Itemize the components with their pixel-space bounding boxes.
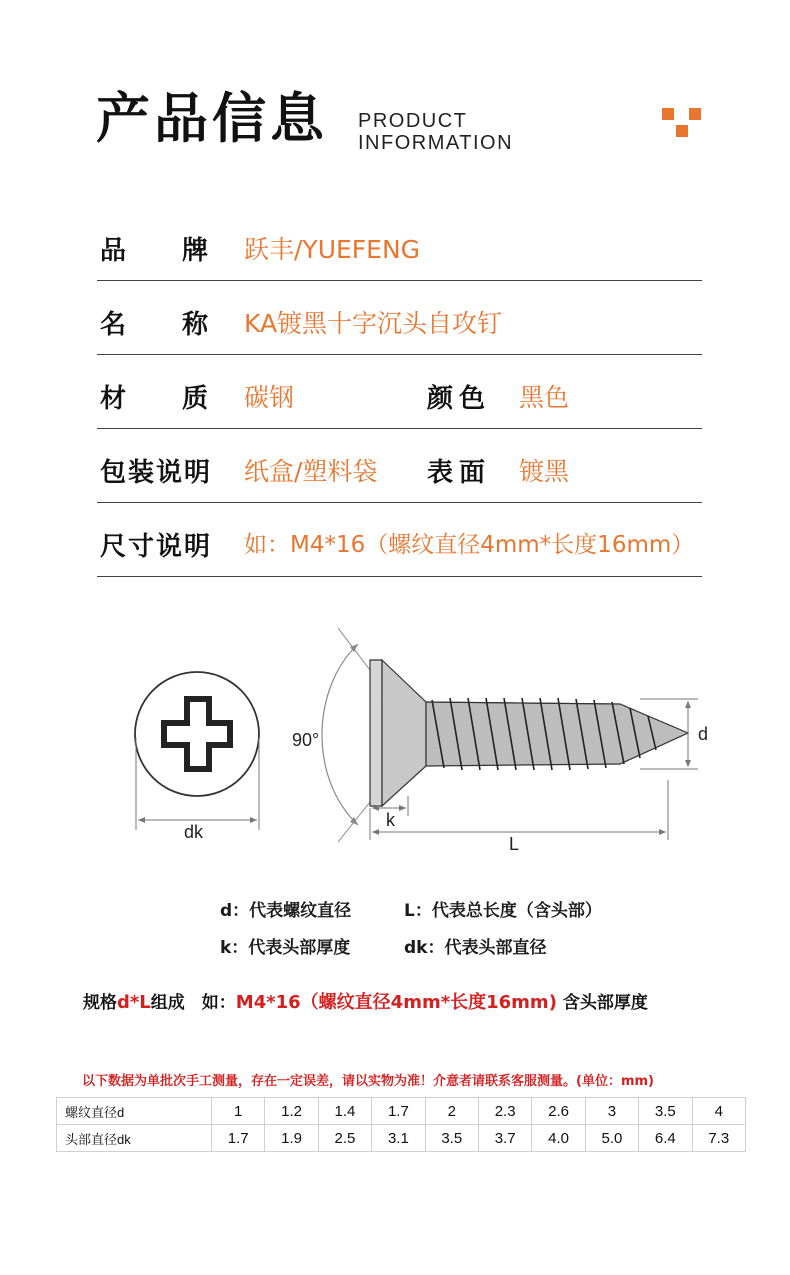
row-header-thread-diameter: 螺纹直径d xyxy=(57,1098,212,1125)
surface-value: 镀黑 xyxy=(519,457,570,486)
table-cell: 4.0 xyxy=(532,1125,585,1152)
info-row-material xyxy=(97,354,702,429)
material-label-char-1: 材 xyxy=(100,384,127,414)
table-cell: 3.5 xyxy=(425,1125,478,1152)
table-cell: 1.2 xyxy=(265,1098,318,1125)
page-subtitle xyxy=(358,110,513,154)
info-row-brand xyxy=(97,206,702,281)
table-cell: 2.3 xyxy=(478,1098,531,1125)
brand-label-char-2: 牌 xyxy=(181,236,208,266)
table-cell: 1.4 xyxy=(318,1098,371,1125)
table-cell: 3.1 xyxy=(372,1125,425,1152)
k-dimension-label: k xyxy=(386,810,395,830)
legend-l: L：代表总长度（含头部） xyxy=(404,901,602,921)
packaging-value: 纸盒/塑料袋 xyxy=(244,457,378,486)
packaging-label: 包装说明 xyxy=(100,458,213,488)
table-cell: 2 xyxy=(425,1098,478,1125)
table-cell: 1.7 xyxy=(372,1098,425,1125)
page-title: 产品信息 xyxy=(96,87,328,150)
spec-line xyxy=(83,988,648,1014)
spec-example: M4*16（螺纹直径4mm*长度16mm) xyxy=(235,992,557,1013)
material-value: 碳钢 xyxy=(244,383,295,412)
name-value: KA镀黑十字沉头自攻钉 xyxy=(244,309,503,338)
color-label: 颜色 xyxy=(427,384,492,414)
table-cell: 1.9 xyxy=(265,1125,318,1152)
table-cell: 3 xyxy=(585,1098,638,1125)
table-cell: 1 xyxy=(212,1098,265,1125)
subtitle-line-2: INFORMATION xyxy=(358,132,514,154)
brand-logo-icon xyxy=(662,108,704,142)
legend-d: d：代表螺纹直径 xyxy=(220,901,352,921)
screw-side-view xyxy=(370,660,688,806)
info-row-size xyxy=(97,502,702,577)
l-dimension-label: L xyxy=(509,834,520,854)
brand-value: 跃丰/YUEFENG xyxy=(244,235,421,264)
size-label: 尺寸说明 xyxy=(100,532,213,562)
table-cell: 4 xyxy=(692,1098,745,1125)
brand-label-char-1: 品 xyxy=(100,236,127,266)
spec-prefix: 规格 xyxy=(83,993,117,1013)
spec-mid: 组成 如： xyxy=(150,993,236,1013)
table-cell: 5.0 xyxy=(585,1125,638,1152)
screw-diagram xyxy=(120,620,720,870)
screw-head-top-view xyxy=(135,672,259,830)
table-cell: 3.5 xyxy=(639,1098,692,1125)
table-cell: 1.7 xyxy=(212,1125,265,1152)
spec-formula: d*L xyxy=(117,992,151,1013)
table-cell: 6.4 xyxy=(639,1125,692,1152)
angle-label: 90° xyxy=(292,730,320,750)
d-dimension-label: d xyxy=(698,724,709,744)
material-label xyxy=(100,378,208,415)
name-label-char-1: 名 xyxy=(100,310,127,340)
table-cell: 2.6 xyxy=(532,1098,585,1125)
info-row-name xyxy=(97,280,702,355)
surface-label: 表面 xyxy=(427,458,492,488)
legend-dk: dk：代表头部直径 xyxy=(404,938,547,958)
table-row xyxy=(57,1125,746,1152)
table-row xyxy=(57,1098,746,1125)
color-value: 黑色 xyxy=(519,383,570,412)
material-label-char-2: 质 xyxy=(181,384,208,414)
info-row-packaging xyxy=(97,428,702,503)
angle-arc xyxy=(322,644,358,825)
brand-label xyxy=(100,230,208,267)
row-header-head-diameter: 头部直径dk xyxy=(57,1125,212,1152)
dk-dimension-label: dk xyxy=(184,822,204,842)
dimension-table xyxy=(56,1097,746,1152)
table-cell: 3.7 xyxy=(478,1125,531,1152)
spec-suffix: 含头部厚度 xyxy=(556,993,648,1013)
table-cell: 2.5 xyxy=(318,1125,371,1152)
name-label xyxy=(100,304,208,341)
name-label-char-2: 称 xyxy=(181,310,208,340)
legend-k: k：代表头部厚度 xyxy=(220,938,351,958)
size-value: 如：M4*16（螺纹直径4mm*长度16mm） xyxy=(244,532,695,558)
subtitle-line-1: PRODUCT xyxy=(358,110,468,132)
measurement-notice: 以下数据为单批次手工测量，存在一定误差，请以实物为准！介意者请联系客服测量。(单位：mm) xyxy=(82,1074,654,1089)
table-cell: 7.3 xyxy=(692,1125,745,1152)
